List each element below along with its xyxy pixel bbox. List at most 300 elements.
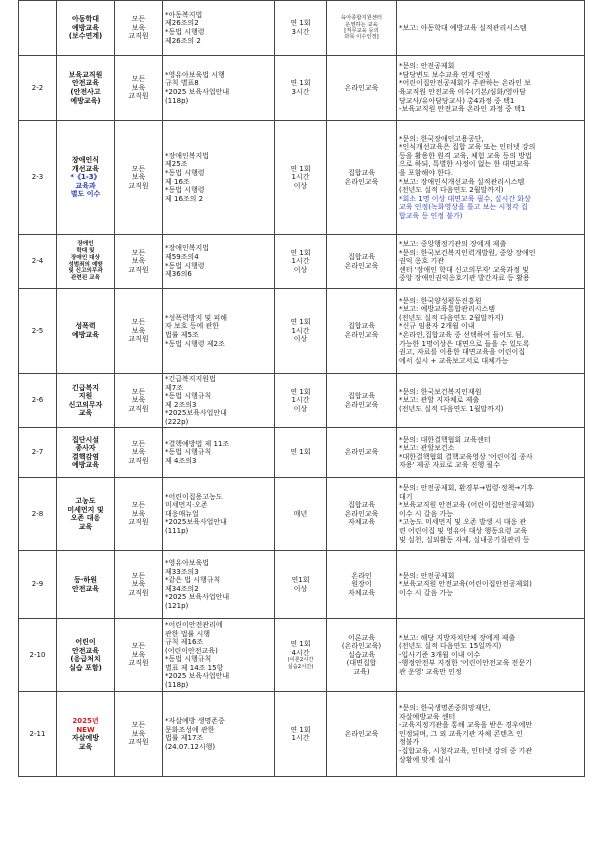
freq-line: 1시간: [291, 326, 310, 335]
table-row: [19, 692, 585, 777]
freq-detail-line: (이론2시간: [287, 657, 314, 664]
law-line: *동법 시행규칙: [165, 392, 212, 401]
education-target: [115, 289, 163, 374]
method-line: 온라인교육: [344, 729, 379, 738]
note-line: *인식개선교육은 집합 교육 또는 인터넷 강의: [399, 143, 536, 152]
topic-line: 별도 이수: [70, 190, 101, 199]
law-line: *2025 보육사업안내: [165, 593, 230, 602]
remarks: [397, 551, 585, 619]
target-line: 교직원: [128, 456, 149, 465]
education-method: [327, 56, 397, 121]
law-line: 별표 제 14조 15항: [165, 663, 224, 672]
note-line: 이수 시 갈음 가능: [399, 588, 454, 597]
law-line: *영유아보육법 시행: [165, 70, 225, 79]
note-line: (전년도 실적 다음연도 15일까지): [399, 642, 502, 651]
law-line: 규칙 제16조: [165, 638, 204, 647]
law-line: (111p): [165, 526, 189, 535]
law-line: *동법 시행령: [165, 186, 205, 195]
note-line: 인정되며, 그 외 교육기관 자체 콘텐츠 인: [399, 729, 523, 738]
topic-line: 결핵감염: [71, 452, 100, 461]
education-frequency: [275, 692, 327, 777]
target-line: 보육: [131, 396, 146, 405]
remarks: [397, 478, 585, 551]
note-line: *문의: 안전공제회: [399, 571, 455, 580]
legal-basis: [163, 692, 275, 777]
topic-line: 학대 및: [76, 248, 95, 255]
law-line: *어린이안전관리에: [165, 621, 223, 630]
legal-basis: [163, 235, 275, 289]
topic-line: 관련된 교육: [71, 274, 100, 281]
row-number: [19, 1, 57, 56]
law-line: *동법 시행규칙: [165, 448, 212, 457]
topic-line: 성범죄의 예방: [68, 261, 103, 268]
topic-line: 오존 대응: [70, 514, 101, 523]
education-topic: [57, 619, 115, 692]
freq-line: 1시간: [291, 734, 310, 743]
target-line: 모든: [131, 439, 146, 448]
law-line: 제7조: [165, 383, 183, 392]
topic-line: 예방교육): [70, 96, 101, 105]
education-frequency: [275, 289, 327, 374]
note-line: *보육교직원 안전교육 (어린이집안전공제회): [399, 501, 535, 510]
freq-detail-line: 실습2시간): [287, 663, 314, 670]
table-row: [19, 428, 585, 478]
note-line: *문의: 안전공제회, 환경부→법령·정책→기후: [399, 484, 534, 493]
topic-line: 어린이: [75, 638, 96, 647]
topic-line: 자살예방: [71, 734, 100, 743]
target-line: 보육: [131, 580, 146, 589]
row-number: 2-8: [19, 478, 57, 551]
law-line: (어린이안전교육): [165, 646, 218, 655]
law-line: 제26조의 2: [165, 36, 201, 45]
education-method: [327, 619, 397, 692]
topic-line: (안전사고: [70, 88, 101, 96]
target-line: 모든: [131, 248, 146, 257]
target-line: 보육: [131, 326, 146, 335]
method-line: 육아종합지원센터: [341, 15, 382, 22]
law-line: 제33조의3: [165, 567, 199, 576]
education-method: [327, 692, 397, 777]
target-line: 보육: [131, 83, 146, 92]
law-line: (121p): [165, 601, 189, 610]
note-line: 관 운영' 교육만 인정: [399, 667, 462, 676]
table-row: [19, 121, 585, 235]
education-target: [115, 619, 163, 692]
target-line: 보육: [131, 509, 146, 518]
method-line: 이론교육: [347, 633, 376, 642]
freq-line: 연 1회: [290, 640, 311, 649]
topic-line: (응급처치: [70, 655, 101, 664]
note-line: 권익 옹호 기관: [399, 257, 445, 266]
education-method: [327, 551, 397, 619]
law-line: 제25조: [165, 160, 188, 169]
education-topic: [57, 1, 115, 56]
method-line: 과목 이수인정]: [344, 34, 379, 41]
education-table: [18, 0, 585, 777]
method-line: 온라인교육: [344, 331, 379, 339]
note-line: *문의: 한국보건복지인재원: [399, 387, 482, 396]
row-number: 2-4: [19, 235, 57, 289]
row-number: 2-5: [19, 289, 57, 374]
topic-line: (보수연계): [68, 32, 103, 41]
target-line: 보육: [131, 448, 146, 457]
method-line: 집합교육: [347, 501, 376, 510]
target-line: 모든: [131, 164, 146, 173]
freq-line: 1시간: [291, 396, 310, 405]
education-frequency: [275, 1, 327, 56]
freq-line: 이상: [293, 584, 308, 593]
education-target: [115, 235, 163, 289]
target-line: 모든: [131, 501, 146, 510]
target-line: 보육: [131, 257, 146, 266]
law-line: *동법 시행규칙: [165, 655, 212, 664]
legal-basis: [163, 121, 275, 235]
note-line: 정불가: [399, 738, 420, 747]
topic-line: 성폭력: [75, 322, 96, 331]
topic-line: 교육: [78, 522, 93, 531]
note-line: 중앙 장애인권익옹호기관 발간자료 등 활용: [399, 274, 530, 283]
topic-line: 종사자: [75, 444, 96, 453]
target-line: 교직원: [128, 335, 149, 344]
target-line: 모든: [131, 387, 146, 396]
note-line: 대기: [399, 492, 413, 501]
education-method: [327, 121, 397, 235]
topic-line: 예방교육: [71, 331, 100, 339]
law-line: 제 4조의3: [165, 456, 197, 465]
law-line: *아동복지법: [165, 10, 203, 19]
education-target: [115, 121, 163, 235]
education-target: [115, 478, 163, 551]
method-line: 집합교육: [347, 168, 376, 177]
target-line: 모든: [131, 318, 146, 327]
remarks: [397, 121, 585, 235]
note-line: *고농도 미세먼지 및 오존 발생 시 대응 관: [399, 518, 527, 527]
topic-line: 안전교육: [71, 584, 100, 593]
topic-line: 고농도: [75, 497, 96, 506]
target-line: 교직원: [128, 181, 149, 190]
education-frequency: [275, 551, 327, 619]
method-line: 자체교육: [347, 588, 376, 597]
law-line: 법률 제17조: [165, 734, 204, 743]
note-line: 을 포함해야 한다.: [399, 168, 454, 177]
target-line: 보육: [131, 729, 146, 738]
remarks: [397, 1, 585, 56]
topic-line: 보육교직원: [68, 70, 103, 79]
table-row: [19, 478, 585, 551]
note-line: 권고, 자료를 이용한 대면교육을 어린이집: [399, 348, 526, 357]
education-topic: [57, 121, 115, 235]
freq-line: 연1회: [291, 576, 310, 585]
education-topic: [57, 692, 115, 777]
legal-basis: [163, 428, 275, 478]
note-line: 등을 활용한 원격 교육, 체험 교육 등의 방법: [399, 151, 532, 160]
note-line: *담당변도 보수교육 연계 인정: [399, 70, 491, 79]
method-line: 온라인교육: [344, 400, 379, 409]
education-topic: [57, 289, 115, 374]
education-method: [327, 478, 397, 551]
legal-basis: [163, 289, 275, 374]
row-number: 2-6: [19, 374, 57, 428]
target-line: 모든: [131, 15, 146, 24]
note-line: 자살예방교육 센터: [399, 712, 456, 721]
table-row: [19, 289, 585, 374]
legal-basis: [163, 478, 275, 551]
method-line: 온라인교육: [344, 177, 379, 186]
method-line: (온라인교육): [341, 642, 382, 651]
note-line: *문의: 한국양성평등진흥원: [399, 296, 482, 305]
freq-line: 연 1회: [290, 725, 311, 734]
remarks: [397, 56, 585, 121]
law-line: *동법 시행령: [165, 168, 205, 177]
legal-basis: [163, 374, 275, 428]
remarks: [397, 235, 585, 289]
note-highlight-line: 합교육 등 인정 불가): [399, 211, 463, 220]
law-line: 제 16조의 2: [165, 194, 204, 203]
target-line: 보육: [131, 650, 146, 659]
education-method: [327, 235, 397, 289]
law-line: 자 보호 등에 관한: [165, 322, 220, 331]
note-line: (전년도 실적 다음연도 1월말까지): [399, 404, 504, 413]
target-line: 교직원: [128, 404, 149, 413]
education-target: [115, 374, 163, 428]
education-target: [115, 56, 163, 121]
legal-basis: [163, 56, 275, 121]
freq-line: 이상: [293, 404, 308, 413]
row-number: 2-10: [19, 619, 57, 692]
row-number: 2-7: [19, 428, 57, 478]
method-line: (대면집합: [346, 659, 377, 668]
topic-line: 교육: [78, 742, 93, 751]
freq-line: 매년: [293, 509, 308, 518]
law-line: (222p): [165, 417, 189, 426]
law-line: 제 16조: [165, 177, 190, 186]
method-line: 원장이: [351, 580, 372, 589]
law-line: *장애인복지법: [165, 151, 210, 160]
note-line: *문의: 한국장애인고용공단,: [399, 134, 484, 143]
note-line: (전년도 실적 다음연도 2월말까지): [399, 186, 504, 195]
law-line: *동법 시행령: [165, 28, 205, 36]
education-frequency: [275, 478, 327, 551]
topic-line: 개선교육: [71, 164, 100, 173]
freq-line: 이상: [293, 181, 308, 190]
table-row: [19, 1, 585, 56]
education-topic: [57, 428, 115, 478]
note-line: -보육교직원 안전교육 온라인 과정 중 택1: [399, 105, 526, 114]
method-line: 운영하는 교육: [345, 21, 378, 28]
law-line: *결핵예방법 제 11조: [165, 439, 230, 448]
remarks: [397, 619, 585, 692]
topic-line: 신고의무자: [68, 400, 103, 409]
method-line: 온라인교육: [344, 83, 379, 92]
target-line: 교직원: [128, 659, 149, 668]
note-highlight-line: 교육 인정(녹화영상을 틀고 보는 시청각 집: [399, 203, 528, 212]
freq-line: 연 1회: [290, 387, 311, 396]
law-line: 규칙 별표8: [165, 79, 199, 88]
education-topic: [57, 235, 115, 289]
law-line: *같은 법 시행규칙: [165, 576, 221, 585]
law-line: *2025보육사업안내: [165, 518, 227, 527]
topic-line: 장애인: [77, 241, 94, 248]
note-line: 이수 시 갈음 가능: [399, 509, 454, 518]
law-line: 제34조의2: [165, 584, 199, 593]
method-line: 실습교육: [347, 650, 376, 659]
note-line: 으로 하되, 특별한 사정이 없는 한 대면교육: [399, 160, 530, 169]
note-line: 자용' 제공 자료로 교육 진행 필수: [399, 461, 500, 470]
note-line: -교육지정기관을 통해 교육을 받은 경우에만: [399, 721, 533, 730]
law-line: *2025보육사업안내: [165, 409, 227, 418]
law-line: 문화조성에 관한: [165, 725, 215, 734]
law-line: 제36의6: [165, 270, 192, 279]
remarks: [397, 428, 585, 478]
topic-badge-line: 2025년: [72, 717, 99, 726]
topic-line: 장애인 대상: [71, 254, 100, 261]
note-line: *보고: 아동학대 예방교육 실적관리시스템: [399, 23, 527, 32]
freq-line: 연 1회: [290, 448, 311, 457]
freq-line: 연 1회: [290, 248, 311, 257]
note-line: *대한결핵협회 결핵교육영상 '어린이집 종사: [399, 452, 533, 461]
law-line: 제59조의4: [165, 252, 199, 261]
law-line: *어린이집용고농도: [165, 492, 223, 501]
topic-line: 교육과: [75, 181, 96, 190]
table-row: [19, 374, 585, 428]
note-line: *보고: 중앙행정기관의 장에게 제출: [399, 240, 507, 249]
law-line: *동법 시행령: [165, 261, 205, 270]
table-row: [19, 56, 585, 121]
method-line: 집합교육: [347, 392, 376, 401]
topic-line: 교육: [78, 409, 93, 418]
target-line: 모든: [131, 571, 146, 580]
note-line: 센터 '장애인 학대 신고의무자' 교육과정 및: [399, 265, 529, 274]
law-line: 법률 제5조: [165, 331, 199, 339]
topic-line: 등·하원: [74, 576, 97, 585]
law-line: *2025 보육사업안내: [165, 672, 230, 681]
remarks: [397, 289, 585, 374]
note-highlight-line: *회소 1명 이상 대면교육 필수, 실시간 화상: [399, 194, 531, 203]
note-line: *문의: 한국보건복지인력개발원, 중앙 장애인: [399, 248, 536, 257]
note-line: *문의: 안전공제회: [399, 62, 455, 71]
topic-line: 지원: [78, 392, 93, 401]
target-line: 모든: [131, 75, 146, 84]
education-method: [327, 428, 397, 478]
note-line: 에서 실시 + 교육보고서로 대체가능: [399, 356, 509, 365]
target-line: 교직원: [128, 32, 149, 41]
note-line: 상황에 맞게 실시: [399, 755, 451, 764]
target-line: 교직원: [128, 518, 149, 527]
table-row: [19, 235, 585, 289]
topic-badge-line: NEW: [76, 725, 95, 734]
topic-line: 미세먼지 및: [67, 505, 104, 514]
law-line: 미세먼지·오존: [165, 501, 208, 510]
topic-line: 예방교육: [71, 23, 100, 32]
note-line: *보고: 관할 지자체로 제출: [399, 396, 480, 405]
law-line: (24.07.12시행): [165, 742, 216, 751]
freq-line: 3시간: [291, 28, 310, 36]
note-line: -집합교육, 시청각교육, 인터넷 강의 중 기관: [399, 746, 533, 755]
method-line: 교육): [353, 667, 370, 676]
freq-line: 1시간: [291, 173, 310, 182]
education-method: [327, 1, 397, 56]
legal-basis: [163, 551, 275, 619]
law-line: *장애인복지법: [165, 244, 210, 253]
topic-line: 장애인식: [71, 156, 100, 165]
note-line: *신규 임용자 2개월 이내: [399, 322, 475, 331]
remarks: [397, 374, 585, 428]
note-line: (전년도 실적 다음연도 2월말까지): [399, 313, 504, 322]
method-line: 온라인: [351, 571, 372, 580]
law-line: *2025 보육사업안내: [165, 88, 230, 96]
method-line: 온라인교육: [344, 509, 379, 518]
freq-line: 1시간: [291, 257, 310, 266]
law-line: *동법 시행령 제2조: [165, 339, 225, 348]
law-line: (118p): [165, 96, 189, 105]
freq-line: 연 1회: [290, 19, 311, 28]
topic-line: 및 신고의무과: [68, 268, 103, 275]
legal-basis: [163, 1, 275, 56]
note-line: *보고: 예방교육통합관리시스템: [399, 305, 495, 314]
education-frequency: [275, 235, 327, 289]
target-line: 보육: [131, 173, 146, 182]
law-line: 관한 법률 시행: [165, 629, 211, 638]
note-line: 가능한 1명이상은 대면으로 들을 수 있도록: [399, 339, 530, 348]
note-line: *보고: 장애인식개선교육 실적관리시스템: [399, 177, 525, 186]
method-line: 온라인교육: [344, 261, 379, 270]
law-line: 제26조의2: [165, 19, 199, 28]
note-line: *문의: 한국생명존중희망재단,: [399, 704, 491, 713]
education-topic: [57, 478, 115, 551]
row-number: 2-11: [19, 692, 57, 777]
topic-line: 집단시설: [71, 435, 100, 444]
education-frequency: [275, 121, 327, 235]
table-row: [19, 551, 585, 619]
freq-line: 4시간: [291, 648, 310, 657]
freq-line: 연 1회: [290, 318, 311, 327]
law-line: *성폭력방지 및 피해: [165, 313, 228, 322]
law-line: (118p): [165, 680, 189, 689]
note-line: *온라인,집합교육 중 선택하여 들어도 됨,: [399, 331, 525, 339]
target-line: 교직원: [128, 588, 149, 597]
target-line: 보육: [131, 23, 146, 32]
education-topic: [57, 56, 115, 121]
education-target: [115, 428, 163, 478]
method-line: [직무교육 등의: [344, 28, 379, 34]
topic-line: 예방교육: [71, 461, 100, 470]
row-number: 2-3: [19, 121, 57, 235]
target-line: 교직원: [128, 265, 149, 274]
table-row: [19, 619, 585, 692]
freq-line: 연 1회: [290, 79, 311, 88]
topic-line: 실습 포함): [69, 663, 102, 672]
education-target: [115, 1, 163, 56]
education-frequency: [275, 428, 327, 478]
education-frequency: [275, 619, 327, 692]
note-line: -입사기준 3개월 이내 이수: [399, 650, 481, 659]
method-line: 자체교육: [347, 518, 376, 527]
freq-line: 3시간: [291, 88, 310, 96]
target-line: 교직원: [128, 92, 149, 101]
method-line: 온라인교육: [344, 448, 379, 457]
law-line: 제 2조의3: [165, 400, 197, 409]
education-frequency: [275, 374, 327, 428]
freq-line: 연 1회: [290, 164, 311, 173]
note-line: 당교사/유아담당교사) 총4과정 중 택1: [399, 96, 515, 105]
note-line: *보고: 해당 지방자치단체 장에게 제출: [399, 633, 516, 642]
law-line: *영유아보육법: [165, 559, 210, 568]
legal-basis: [163, 619, 275, 692]
row-number: 2-9: [19, 551, 57, 619]
target-line: 교직원: [128, 738, 149, 747]
topic-line: 안전교육: [71, 79, 100, 88]
education-topic: [57, 551, 115, 619]
